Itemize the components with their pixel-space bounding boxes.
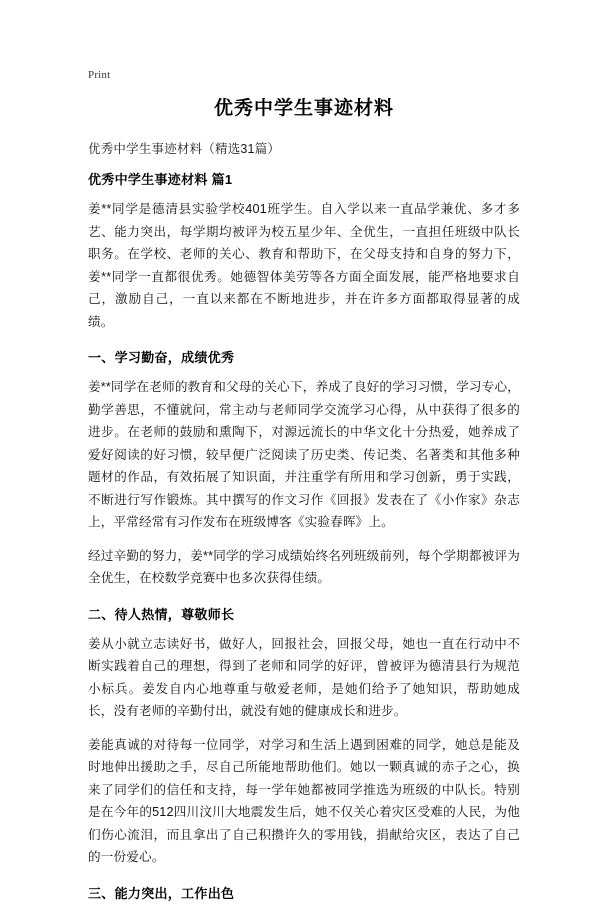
section-heading-2: 二、待人热情，尊敬师长	[88, 606, 235, 622]
section-paragraph: 姜**同学是德清县实验学校401班学生。自入学以来一直品学兼优、多才多艺、能力突出，每学期均被评为校五星少年、全优生，一直担任班级中队长职务。在学校、老师的关心、教育和帮助下，在父母支持和自身的努力下，姜**同学一直都很优秀。她德智体美劳等各方面全面发展，能严格地要求自己，激励自己，一直以来都在不断地进步，并在许多方面都取得显著的成绩。	[88, 202, 520, 329]
section-paragraph: 经过辛勤的努力，姜**同学的学习成绩始终名列班级前列，每个学期都被评为全优生，在校数学竞赛中也多次获得佳绩。	[88, 548, 520, 585]
page-title: 优秀中学生事迹材料	[213, 98, 394, 119]
section-heading-1: 一、学习勤奋，成绩优秀	[88, 350, 235, 365]
section-heading-3: 三、能力突出，工作出色	[88, 885, 235, 901]
section-heading-0: 优秀中学生事迹材料 篇1	[88, 172, 233, 187]
section-paragraph: 姜能真诚的对待每一位同学，对学习和生活上遇到困难的同学，她总是能及时地伸出援助之手，尽自己所能地帮助他们。她以一颗真诚的赤子之心，换来了同学们的信任和支持，每一学年她都被同学推选为班级的中队长。特别是在今年的512四川汶川大地震发生后，她不仅关心着灾区受难的人民，为他们伤心流泪，而且拿出了自己积攒许久的零用钱，捐献给灾区，表达了自己的一份爱心。	[88, 737, 520, 864]
document-subtitle: 优秀中学生事迹材料（精选31篇）	[88, 142, 281, 156]
section-paragraph: 姜从小就立志读好书，做好人，回报社会，回报父母，她也一直在行动中不断实践着自己的理想，得到了老师和同学的好评，曾被评为德清县行为规范小标兵。姜发自内心地尊重与敬爱老师，是她们给予了她知识，帮助她成长，没有老师的辛勤付出，就没有她的健康成长和进步。	[88, 636, 520, 718]
print-link[interactable]: Print	[88, 69, 111, 81]
section-paragraph: 姜**同学在老师的教育和父母的关心下，养成了良好的学习习惯，学习专心，勤学善思，不懂就问，常主动与老师同学交流学习心得，从中获得了很多的进步。在老师的鼓励和熏陶下，对源远流长的中华文化十分热爱，她养成了爱好阅读的好习惯，较早便广泛阅读了历史类、传记类、名著类和其他多种题材的作品，有效拓展了知识面，并注重学有所用和学习创新，勇于实践，不断进行写作锻炼。其中撰写的作文习作《回报》发表在了《小作家》杂志上，平常经常有习作发布在班级博客《实验春晖》上。	[88, 380, 520, 529]
document-body	[88, 96, 520, 912]
